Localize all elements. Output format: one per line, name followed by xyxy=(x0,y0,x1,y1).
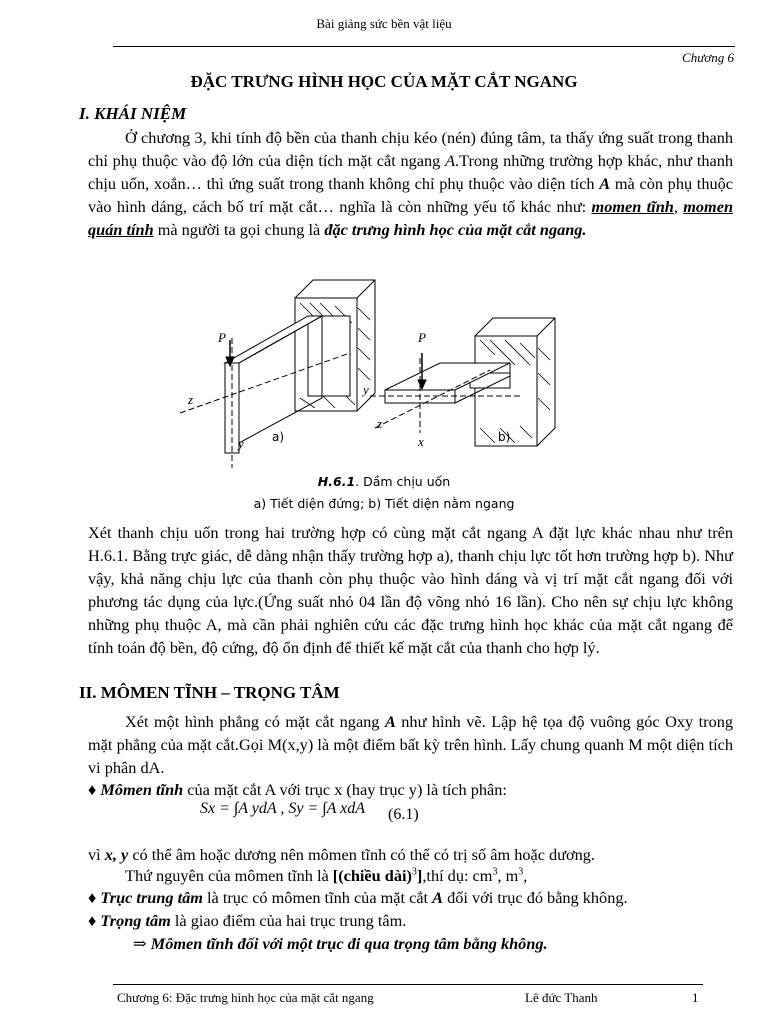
equation-number: (6.1) xyxy=(388,806,419,823)
bullet-centroid: ♦ Trọng tâm là giao điểm của hai trục trung tâm. xyxy=(88,911,407,930)
dimension-note: Thứ nguyên của mômen tĩnh là [(chiều dài)$^3$],thí dụ: $cm^3$, $m^3$, xyxy=(125,866,528,885)
bullet-central-axis: ♦ Trục trung tâm là trục có mômen tĩnh của mặt cắt A đối với trục đó bằng không. xyxy=(88,888,628,907)
page-number: 1 xyxy=(692,990,699,1005)
footer-chapter: Chương 6: Đặc trưng hình học của mặt cắt ngang xyxy=(117,990,374,1005)
conclusion: ⇒ Mômen tĩnh đối với một trục đi qua trọng tâm bằng không. xyxy=(133,934,548,953)
axis-z-label-a: z xyxy=(188,392,194,407)
axis-y-label-b: y xyxy=(363,382,369,397)
setup-paragraph: Xét một hình phẳng có mặt cắt ngang A như hình vẽ. Lập hệ tọa độ vuông góc Oxy trong mặt phẳng của mặt cắt.Gọi M(x,y) là một điểm bất kỳ trên hình. Lấy chung quanh M một diện tích vi phân dA. xyxy=(88,712,734,777)
figure-subcaption: a) Tiết diện đứng; b) Tiết diện nằm ngang xyxy=(253,496,515,511)
sign-note: vì x, y có thể âm hoặc dương nên mômen tĩnh có thể có trị số âm hoặc dương. xyxy=(88,845,595,864)
figure-caption: H.6.1. Dầm chịu uốn xyxy=(317,474,451,489)
page-title: ĐẶC TRƯNG HÌNH HỌC CỦA MẶT CẮT NGANG xyxy=(190,72,578,91)
beam-figure xyxy=(170,278,570,468)
force-label-a: P xyxy=(218,330,226,345)
axis-x-label-b: x xyxy=(418,434,424,449)
formula-6-1: Sx = ∫A ydA , Sy = ∫A xdA xyxy=(200,800,365,817)
footer-rule xyxy=(113,984,703,985)
chapter-label: Chương 6 xyxy=(682,50,734,65)
term-momen-quan-tinh: momen quán tính xyxy=(88,197,734,239)
bullet-static-moment: ♦ Mômen tĩnh của mặt cắt A với trục x (hay trục y) là tích phân: xyxy=(88,780,507,799)
panel-label-b: b) xyxy=(498,430,511,444)
running-header: Bài giảng sức bền vật liệu xyxy=(316,16,452,31)
section-heading-2: II. MÔMEN TĨNH – TRỌNG TÂM xyxy=(79,683,340,702)
header-rule xyxy=(113,46,735,47)
bending-paragraph: Xét thanh chịu uốn trong hai trường hợp có cùng mặt cắt ngang A đặt lực khác nhau như trên H.6.1. Bằng trực giác, dễ dàng nhận thấy trường hợp a), thanh chịu lực tốt hơn trường hợp b). Như vậy, khả năng chịu lực của thanh còn phụ thuộc vào hình dáng và vị trí mặt cắt ngang đối với phương tác dụng của lực.(Ứng suất nhỏ 04 lần độ võng nhỏ 16 lần). Cho nên sự chịu lực không những phụ thuộc A, mà cần phải nghiên cứu các đặc trưng hình học khác của mặt cắt ngang để tính toán độ bền, độ cứng, độ ổn định để thiết kế mặt cắt của thanh cho hợp lý. xyxy=(88,523,733,657)
term-dac-trung: đặc trưng hình học của mặt cắt ngang. xyxy=(324,220,587,239)
term-momen-tinh: momen tĩnh xyxy=(591,197,674,216)
axis-z-label-b: z xyxy=(377,416,383,431)
section-heading-1: I. KHÁI NIỆM xyxy=(79,104,187,123)
axis-y-label-a: y xyxy=(238,436,244,451)
intro-paragraph: Ở chương 3, khi tính độ bền của thanh chịu kéo (nén) đúng tâm, ta thấy ứng suất trong thanh chỉ phụ thuộc vào độ lớn của diện tích mặt cắt ngang A.Trong những trường hợp khác, như thanh chịu uốn, xoắn… thì ứng suất trong thanh không chỉ phụ thuộc vào diện tích A mà còn phụ thuộc vào hình dáng, cách bố trí mặt cắt… nghĩa là còn những yếu tố khác như: momen tĩnh, momen quán tính mà người ta gọi chung là đặc trưng hình học của mặt cắt ngang. xyxy=(88,128,734,239)
force-label-b: P xyxy=(418,330,426,345)
panel-label-a: a) xyxy=(272,430,285,444)
footer-author: Lê đức Thanh xyxy=(525,990,598,1005)
